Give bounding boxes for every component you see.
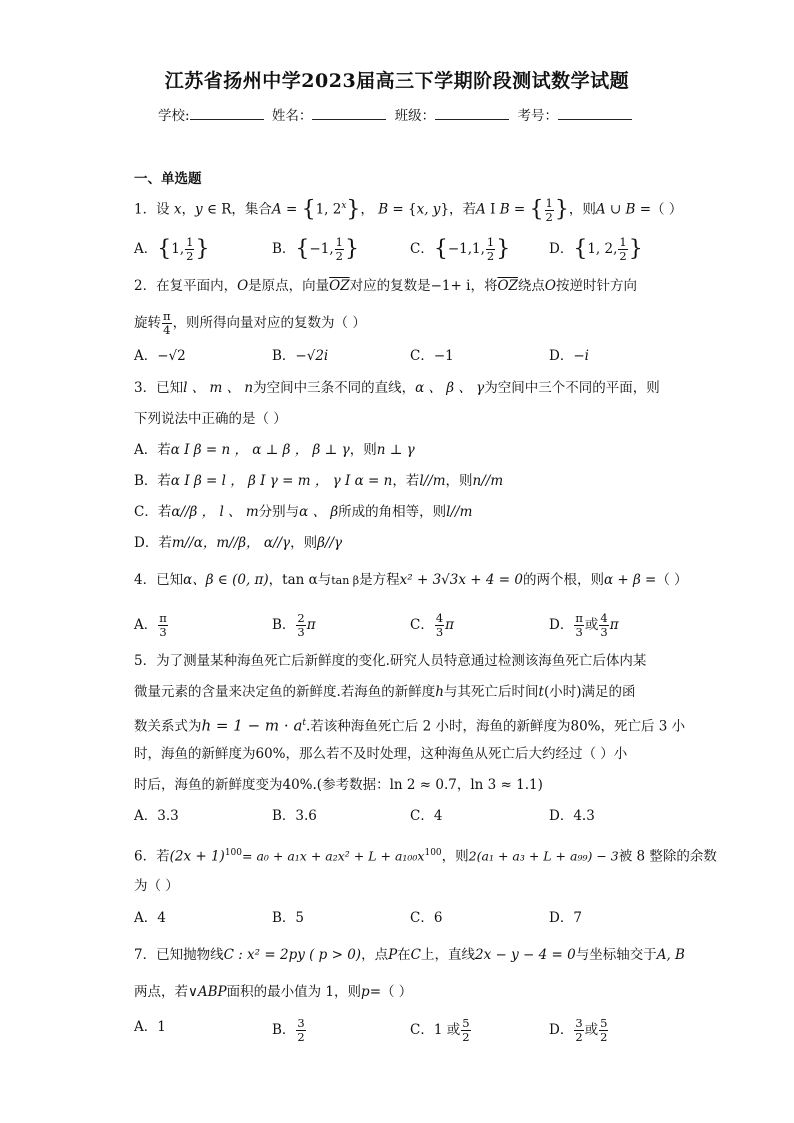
math: 100 bbox=[224, 848, 243, 858]
option-c[interactable]: C．4 bbox=[410, 808, 443, 824]
text: ，则 bbox=[568, 201, 596, 218]
option-b[interactable]: B．5 bbox=[272, 910, 305, 926]
option-a[interactable]: A．3.3 bbox=[134, 808, 179, 824]
math: α、β ∈ (0, π) bbox=[183, 572, 269, 588]
question-5-line-4 bbox=[134, 744, 627, 764]
name-blank[interactable] bbox=[312, 106, 386, 120]
option-a[interactable]: A．1 bbox=[134, 1019, 166, 1035]
math: A bbox=[271, 201, 282, 218]
question-7 bbox=[134, 945, 685, 965]
text: 已知抛物线 bbox=[156, 947, 224, 963]
math: p bbox=[361, 984, 370, 1000]
text: 下列说法中正确的是（ ） bbox=[134, 411, 287, 427]
text: 的两个根，则 bbox=[522, 572, 604, 588]
text: ，点 bbox=[361, 947, 389, 963]
math: x bbox=[341, 201, 347, 211]
math: 2x − y − 4 = 0 bbox=[475, 947, 576, 963]
text: 时，海鱼的新鲜度为60%，那么若不及时处理，这种海鱼从死亡后大约经过（ ）小 bbox=[134, 746, 628, 762]
text: =（ ） bbox=[369, 984, 413, 1000]
question-number: 6． bbox=[134, 848, 157, 865]
option-b[interactable]: B．−√2i bbox=[272, 348, 329, 364]
math: B bbox=[378, 201, 389, 218]
math: h bbox=[435, 684, 444, 700]
text: ，则所得向量对应的复数为（ ） bbox=[172, 315, 366, 331]
text: 上，直线 bbox=[421, 947, 476, 963]
text: 为空间中三个不同的平面，则 bbox=[484, 380, 660, 396]
math: 100 bbox=[424, 848, 442, 858]
class-blank[interactable] bbox=[435, 106, 509, 120]
option-a[interactable]: A． $\frac{\pi}{3}$ bbox=[134, 611, 167, 639]
text: 对应的复数是 bbox=[349, 278, 431, 294]
math: I bbox=[490, 201, 496, 218]
text: 在 bbox=[397, 947, 411, 963]
name-label: 姓名： bbox=[271, 108, 313, 124]
question-number: 4． bbox=[134, 572, 157, 588]
math: A ∪ B = bbox=[595, 201, 652, 218]
id-blank[interactable] bbox=[558, 106, 632, 120]
math: (2x + 1) bbox=[169, 848, 225, 865]
option-b[interactable]: B． $\frac{3}{2}$ bbox=[272, 1016, 305, 1044]
text: ，将 bbox=[470, 278, 498, 294]
option-b[interactable]: B． $\frac{2}{3}$ π bbox=[272, 611, 316, 639]
math: P bbox=[388, 947, 398, 963]
text: 是方程 bbox=[359, 572, 400, 588]
text: 旋转 bbox=[134, 315, 161, 331]
question-6 bbox=[134, 843, 717, 867]
math: B bbox=[499, 201, 510, 218]
question-number: 1． bbox=[134, 201, 157, 218]
math: ∈ R bbox=[206, 201, 232, 218]
text: ，集合 bbox=[231, 201, 272, 218]
text: 为空间中三条不同的直线， bbox=[253, 380, 416, 396]
text: ， bbox=[268, 572, 283, 588]
option-c[interactable]: C．{−1,1, $\frac{1}{2}$ } bbox=[410, 235, 511, 263]
text: 与 bbox=[317, 572, 332, 588]
math: 1, 2 bbox=[315, 201, 342, 218]
math: x² + 3√3x + 4 = 0 bbox=[399, 572, 523, 588]
text: 面积的最小值为 1，则 bbox=[226, 984, 362, 1000]
text: 已知 bbox=[156, 380, 184, 396]
question-3 bbox=[134, 378, 660, 398]
math: x bbox=[173, 201, 182, 218]
text: 已知 bbox=[156, 572, 184, 588]
option-c[interactable]: C．6 bbox=[410, 910, 443, 926]
option-d[interactable]: D．−i bbox=[549, 348, 589, 364]
question-3-line-2 bbox=[134, 409, 287, 429]
option-d[interactable]: D．7 bbox=[549, 910, 582, 926]
vector-oz: $\overline{OZ}$ bbox=[497, 278, 518, 294]
text: （ ） bbox=[651, 201, 683, 218]
option-c[interactable]: C．1 或 $\frac{5}{2}$ bbox=[410, 1016, 470, 1044]
question-6-line-2 bbox=[134, 876, 179, 896]
text: （ ） bbox=[656, 572, 688, 588]
fraction: $\frac{\pi}{4}$ bbox=[163, 309, 171, 337]
option-d[interactable]: D． $\frac{3}{2}$ 或 $\frac{5}{2}$ bbox=[549, 1016, 608, 1044]
text: 按逆时针方向 bbox=[555, 278, 637, 294]
text: 设 bbox=[156, 201, 170, 218]
math: A bbox=[476, 201, 486, 218]
id-label: 考号： bbox=[517, 108, 558, 124]
student-info-line bbox=[0, 104, 794, 124]
math: α + β = bbox=[603, 572, 657, 588]
option-a[interactable]: A．{1, $\frac{1}{2}$ } bbox=[134, 235, 210, 263]
math: = bbox=[285, 201, 298, 218]
text: 与其死亡后时间 bbox=[444, 684, 539, 700]
math: y bbox=[195, 201, 203, 218]
school-label: 学校: bbox=[158, 108, 190, 124]
text: ，则 bbox=[441, 848, 469, 865]
section-heading: 一、单选题 bbox=[134, 171, 202, 187]
option-a[interactable]: A．−√2 bbox=[134, 348, 186, 364]
question-5-line-5 bbox=[134, 775, 543, 795]
math: tan α bbox=[282, 572, 318, 588]
text: 绕点 bbox=[517, 278, 545, 294]
question-number: 3． bbox=[134, 380, 157, 396]
text: 两点，若 bbox=[134, 984, 188, 1000]
option-d[interactable]: D．4.3 bbox=[549, 808, 595, 824]
math: −1+ i bbox=[430, 278, 471, 294]
option-d[interactable]: D．{1, 2, $\frac{1}{2}$ } bbox=[549, 235, 643, 263]
math: C bbox=[410, 947, 422, 963]
math: x, y bbox=[416, 201, 441, 218]
option-b[interactable]: B．{−1, $\frac{1}{2}$ } bbox=[272, 235, 359, 263]
vector-oz: $\overline{OZ}$ bbox=[329, 278, 350, 294]
option-c[interactable]: C．若α//β ， l 、 m分别与α 、 β所成的角相等，则l//m bbox=[134, 504, 473, 520]
math: tan β bbox=[331, 574, 360, 587]
math: ∨ABP bbox=[188, 984, 227, 1000]
option-b[interactable]: B．3.6 bbox=[272, 808, 317, 824]
class-label: 班级： bbox=[394, 108, 436, 124]
text: 时后，海鱼的新鲜度变为40%.(参考数据：ln 2 ≈ 0.7，ln 3 ≈ 1.1) bbox=[134, 777, 543, 793]
text: .若该种海鱼死亡后 2 小时，海鱼的新鲜度为80%，死亡后 3 小 bbox=[306, 718, 686, 735]
option-a[interactable]: A．4 bbox=[134, 910, 166, 926]
text: 微量元素的含量来决定鱼的新鲜度.若海鱼的新鲜度 bbox=[134, 684, 436, 700]
math: O bbox=[544, 278, 556, 294]
question-number: 5． bbox=[134, 653, 157, 669]
question-5 bbox=[134, 651, 646, 671]
option-a[interactable]: A．若α I β = n ， α ⊥ β ， β ⊥ γ，则n ⊥ γ bbox=[134, 442, 415, 458]
text: 数关系式为 bbox=[134, 718, 202, 735]
math: C : x² = 2py ( p > 0) bbox=[223, 947, 362, 963]
option-b[interactable]: B．若α I β = l ， β I γ = m ， γ I α = n，若l//m，则n//m bbox=[134, 473, 504, 489]
option-d[interactable]: D．若m//α，m//β， α//γ，则β//γ bbox=[134, 535, 343, 551]
text: 为（ ） bbox=[134, 878, 179, 894]
text: 若 bbox=[156, 848, 170, 865]
school-blank[interactable] bbox=[190, 106, 264, 120]
page-title: 江苏省扬州中学2023届高三下学期阶段测试数学试题 bbox=[164, 70, 630, 92]
math: = a₀ + a₁x + a₂x² + L + a₁₀₀x bbox=[242, 848, 425, 864]
question-2 bbox=[134, 276, 637, 296]
math: l 、 m 、 n bbox=[183, 380, 254, 396]
math: h = 1 − m · a bbox=[201, 716, 303, 735]
question-number: 7． bbox=[134, 947, 157, 963]
text: (小时)满足的函 bbox=[543, 684, 636, 700]
question-5-line-3 bbox=[134, 713, 685, 737]
question-5-line-2 bbox=[134, 682, 635, 702]
question-4 bbox=[134, 570, 688, 591]
math: t bbox=[538, 684, 544, 700]
text: 是原点，向量 bbox=[248, 278, 330, 294]
math: t bbox=[302, 718, 307, 728]
option-c[interactable]: C． $\frac{4}{3}$ π bbox=[410, 611, 455, 639]
math: A, B bbox=[656, 947, 685, 963]
text: 在复平面内， bbox=[156, 278, 238, 294]
question-number: 2． bbox=[134, 278, 157, 294]
question-1: 1．设 x，y ∈ R，集合A = {1, 2$^x$}， B = {x, y}，若A I B = { $\frac{1}{2}$ }，则A ∪ B =（ ） bbox=[134, 195, 683, 224]
math: α 、 β 、 γ bbox=[415, 380, 485, 396]
question-2-line-2 bbox=[134, 310, 366, 337]
text: 被 8 整除的余数 bbox=[618, 848, 717, 865]
text: ，若 bbox=[449, 201, 477, 218]
text: 为了测量某种海鱼死亡后新鲜度的变化.研究人员特意通过检测该海鱼死亡后体内某 bbox=[156, 653, 647, 669]
option-c[interactable]: C．−1 bbox=[410, 348, 454, 364]
math: O bbox=[237, 278, 249, 294]
text: ， bbox=[360, 201, 374, 218]
text: 与坐标轴交于 bbox=[575, 947, 657, 963]
math: 2(a₁ + a₃ + L + a₉₉) − 3 bbox=[468, 848, 619, 864]
question-7-line-2 bbox=[134, 982, 412, 1002]
option-d[interactable]: D． $\frac{\pi}{3}$ 或 $\frac{4}{3}$ π bbox=[549, 611, 619, 639]
fraction: $\frac{1}{2}$ bbox=[545, 195, 553, 224]
